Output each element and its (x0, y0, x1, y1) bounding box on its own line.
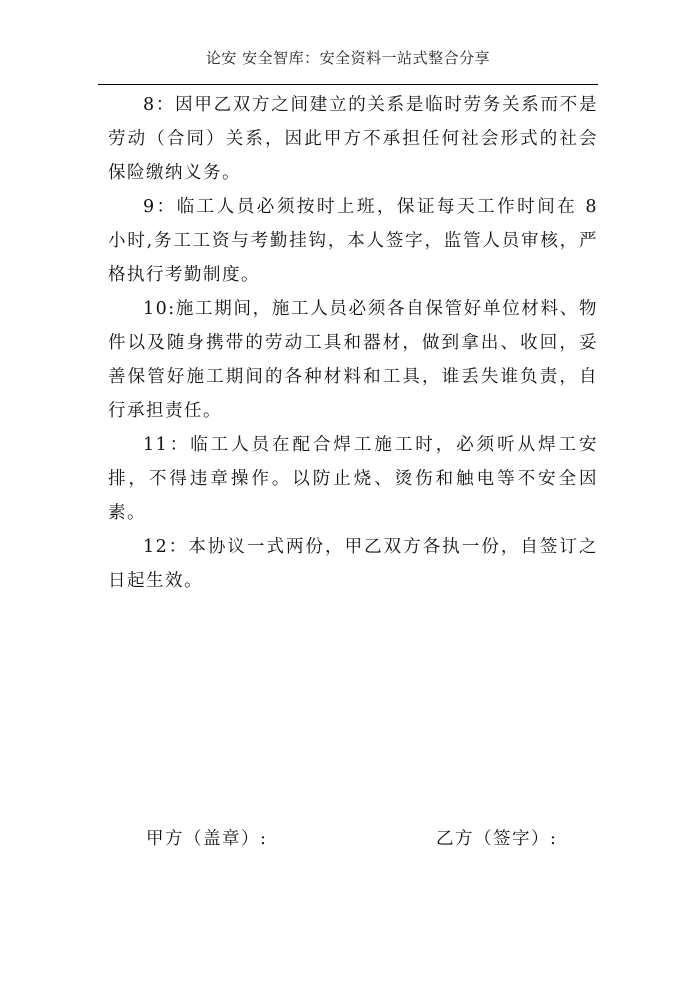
party-a-seal-label: 甲方（盖章）: (146, 829, 268, 849)
clause-12: 12：本协议一式两份，甲乙双方各执一份，自签订之日起生效。 (108, 537, 598, 591)
clause-11: 11：临工人员在配合焊工施工时，必须听从焊工安排，不得违章操作。以防止烧、烫伤和触电等不安全因素。 (108, 435, 598, 523)
signature-area (0, 825, 700, 855)
agreement-body (108, 88, 598, 598)
clause-10: 10:施工期间，施工人员必须各自保管好单位材料、物件以及随身携带的劳动工具和器材，做到拿出、收回，妥善保管好施工期间的各种材料和工具，谁丢失谁负责，自行承担责任。 (108, 299, 598, 421)
clause-9: 9：临工人员必须按时上班，保证每天工作时间在 8 小时,务工工资与考勤挂钩，本人签字，监管人员审核，严格执行考勤制度。 (108, 197, 598, 285)
header-divider (98, 84, 598, 85)
clause-8: 8：因甲乙双方之间建立的关系是临时劳务关系而不是劳动（合同）关系，因此甲方不承担任何社会形式的社会保险缴纳义务。 (108, 95, 598, 183)
party-b-signature-label: 乙方（签字）: (436, 829, 558, 849)
page-header: 论安 安全智库：安全资料一站式整合分享 (205, 49, 491, 67)
